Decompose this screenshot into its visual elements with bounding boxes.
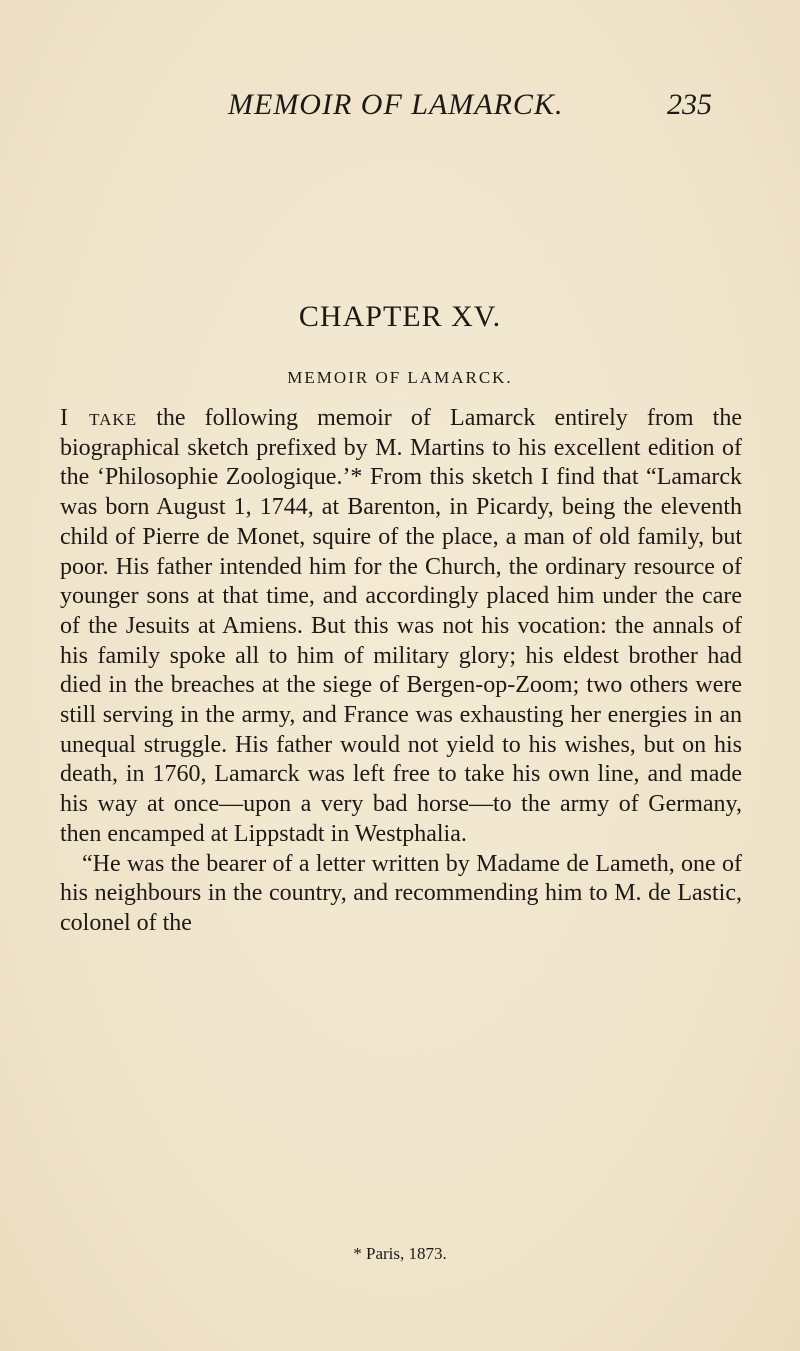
paragraph-2: “He was the bearer of a letter written by Madame de Lameth, one of his neighbours in the country, and recommending him to M. de Lastic, colonel of the [60,850,742,936]
chapter-subheading: MEMOIR OF LAMARCK. [287,368,513,387]
page-number: 235 [667,88,712,121]
running-title: MEMOIR OF LAMARCK. [228,88,564,121]
body-text [60,404,742,939]
running-head [60,88,740,128]
lead-words: I take [60,405,138,431]
footnote: * Paris, 1873. [353,1244,447,1263]
paragraph-1-text: the following memoir of Lamarck entirely from the biographical sketch prefixed by M. Martins to his excellent edition of the ‘Philosophie Zoologique.’* From this sketch I find that “Lamarck was born August 1, 1744, at Barenton, in Picardy, being the eleventh child of Pierre de Monet, squire of the place, a man of old family, but poor. His father intended him for the Church, the ordinary resource of younger sons at that time, and accordingly placed him under the care of the Jesuits at Amiens. But this was not his vocation: the annals of his family spoke all to him of military glory; his eldest brother had died in the breaches at the siege of Bergen-op-Zoom; two others were still serving in the army, and France was exhausting her energies in an unequal struggle. His father would not yield to his wishes, but on his death, in 1760, Lamarck was left free to take his own line, and made his way at once—upon a very bad horse—to the army of Germany, then encamped at Lippstadt in Westphalia. [60,405,743,847]
paragraph-1 [60,404,742,850]
chapter-heading: CHAPTER XV. [298,300,502,333]
